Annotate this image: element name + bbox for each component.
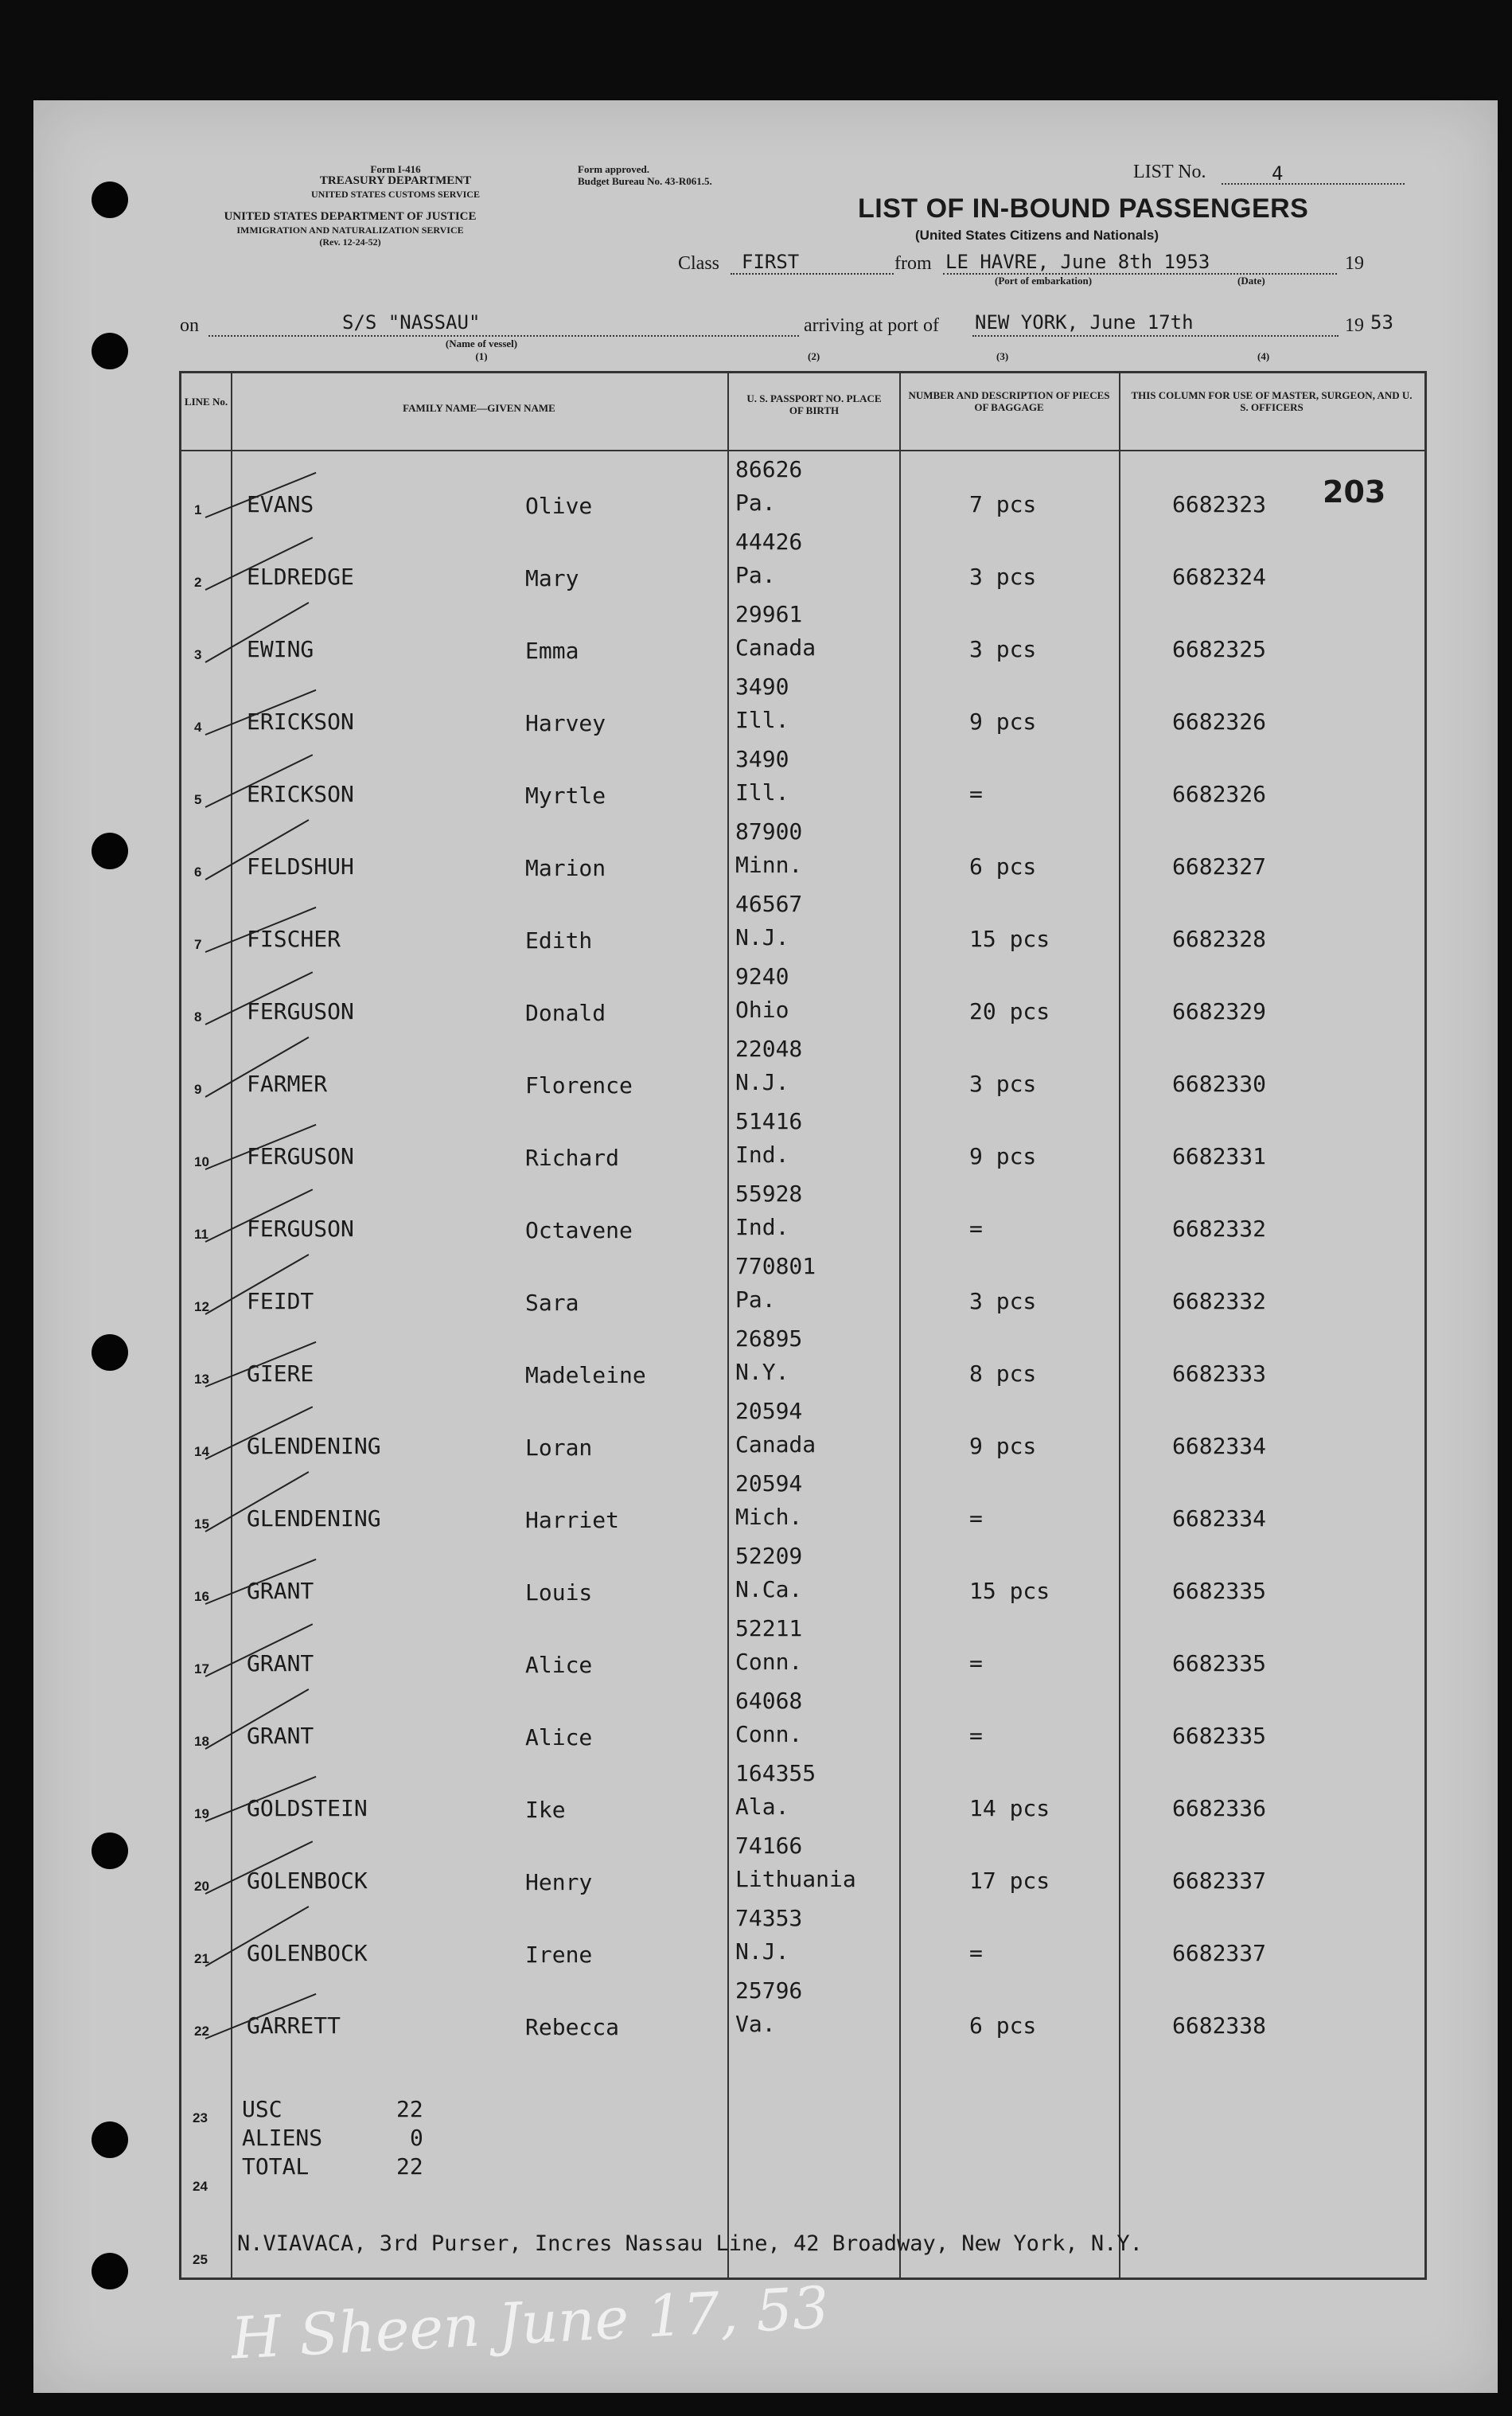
family-name: GIERE xyxy=(247,1360,314,1387)
officer-number: 6682335 xyxy=(1172,1650,1267,1676)
family-name: ERICKSON xyxy=(247,781,354,807)
given-name: Loran xyxy=(525,1434,593,1461)
table-row xyxy=(181,598,1424,670)
given-name: Rebecca xyxy=(525,2014,620,2040)
arrival-year-prefix: 19 xyxy=(1345,315,1364,336)
baggage-count: 14 pcs xyxy=(969,1795,1050,1821)
officer-number: 6682334 xyxy=(1172,1433,1267,1459)
given-name: Edith xyxy=(525,927,593,954)
place-of-birth: Conn. xyxy=(735,1721,803,1747)
table-row xyxy=(181,1467,1424,1540)
place-of-birth: N.J. xyxy=(735,1938,789,1965)
passport-number: 55928 xyxy=(735,1181,803,1207)
officer-number: 6682334 xyxy=(1172,1505,1267,1532)
family-name: FELDSHUH xyxy=(247,853,354,880)
family-name: FERGUSON xyxy=(247,998,354,1025)
officer-number: 6682335 xyxy=(1172,1723,1267,1749)
aliens-value: 0 xyxy=(410,2125,423,2151)
table-row xyxy=(181,1757,1424,1829)
family-name: FERGUSON xyxy=(247,1143,354,1169)
binder-hole xyxy=(92,2253,128,2289)
line-number: 1 xyxy=(194,502,202,517)
family-name: GOLENBOCK xyxy=(247,1868,368,1894)
baggage-count: 15 pcs xyxy=(969,1578,1050,1604)
passport-number: 22048 xyxy=(735,1036,803,1062)
class-underline xyxy=(731,273,894,275)
family-name: GRANT xyxy=(247,1578,314,1604)
header-line-no: LINE No. xyxy=(184,396,228,408)
arrival-year: 53 xyxy=(1370,311,1393,334)
family-name: GLENDENING xyxy=(247,1433,381,1459)
passport-number: 3490 xyxy=(735,673,789,700)
list-no-label: LIST No. xyxy=(1133,162,1206,182)
given-name: Harriet xyxy=(525,1507,620,1533)
place-of-birth: N.J. xyxy=(735,924,789,950)
place-of-birth: Pa. xyxy=(735,490,776,516)
family-name: FERGUSON xyxy=(247,1216,354,1242)
table-row xyxy=(181,1540,1424,1612)
passport-number: 44426 xyxy=(735,529,803,555)
passport-number: 25796 xyxy=(735,1977,803,2004)
officer-number: 6682332 xyxy=(1172,1216,1267,1242)
ins-service: IMMIGRATION AND NATURALIZATION SERVICE xyxy=(236,224,464,236)
family-name: GOLENBOCK xyxy=(247,1940,368,1966)
line-number: 7 xyxy=(194,937,202,952)
line-number: 17 xyxy=(194,1661,209,1676)
place-of-birth: N.Ca. xyxy=(735,1576,803,1602)
header-officers: THIS COLUMN FOR USE OF MASTER, SURGEON, AND U. S. OFFICERS xyxy=(1131,389,1413,413)
justice-dept: UNITED STATES DEPARTMENT OF JUSTICE xyxy=(224,210,477,223)
baggage-count: 8 pcs xyxy=(969,1360,1037,1387)
arriving-underline xyxy=(972,335,1339,337)
passport-number: 52211 xyxy=(735,1615,803,1641)
place-of-birth: Lithuania xyxy=(735,1866,856,1892)
given-name: Harvey xyxy=(525,710,606,736)
header-passport: U. S. PASSPORT NO. PLACE OF BIRTH xyxy=(746,392,882,416)
binder-hole xyxy=(92,333,128,369)
vessel-col-num: (1) xyxy=(475,350,488,362)
revision: (Rev. 12-24-52) xyxy=(319,236,381,248)
handwritten-signature: H Sheen June 17, 53 xyxy=(229,2274,831,2372)
total-value: 22 xyxy=(396,2153,423,2180)
table-row xyxy=(181,1902,1424,1974)
purser-line: N.VIAVACA, 3rd Purser, Incres Nassau Line, 42 Broadway, New York, N.Y. xyxy=(237,2231,1143,2256)
place-of-birth: Canada xyxy=(735,634,816,661)
passport-number: 52209 xyxy=(735,1543,803,1569)
list-no-underline xyxy=(1222,183,1405,185)
passenger-table xyxy=(179,371,1427,2280)
officer-number: 6682324 xyxy=(1172,564,1267,590)
family-name: EVANS xyxy=(247,491,314,517)
place-of-birth: Pa. xyxy=(735,1286,776,1313)
baggage-count: = xyxy=(969,1723,983,1749)
place-of-birth: Ala. xyxy=(735,1793,789,1820)
passport-number: 20594 xyxy=(735,1398,803,1424)
table-row xyxy=(181,815,1424,888)
family-name: GRANT xyxy=(247,1650,314,1676)
baggage-count: 15 pcs xyxy=(969,926,1050,952)
line-number: 14 xyxy=(194,1444,209,1459)
baggage-count: 9 pcs xyxy=(969,1433,1037,1459)
family-name: GRANT xyxy=(247,1723,314,1749)
officer-number: 6682329 xyxy=(1172,998,1267,1025)
passport-number: 164355 xyxy=(735,1760,816,1786)
arriving-value: NEW YORK, June 17th xyxy=(975,311,1194,334)
place-of-birth: Ind. xyxy=(735,1142,789,1168)
line-number: 12 xyxy=(194,1299,209,1314)
line-number: 24 xyxy=(193,2179,208,2194)
officer-number: 6682337 xyxy=(1172,1868,1267,1894)
given-name: Donald xyxy=(525,1000,606,1026)
table-row xyxy=(181,670,1424,743)
passport-number: 87900 xyxy=(735,818,803,845)
vessel-underline xyxy=(208,335,799,337)
baggage-count: 3 pcs xyxy=(969,1071,1037,1097)
baggage-count: 3 pcs xyxy=(969,636,1037,662)
line-number: 25 xyxy=(193,2252,208,2267)
place-of-birth: Canada xyxy=(735,1431,816,1458)
table-row xyxy=(181,525,1424,598)
customs-service: UNITED STATES CUSTOMS SERVICE xyxy=(311,189,480,200)
line-number: 15 xyxy=(194,1516,209,1532)
place-of-birth: Mich. xyxy=(735,1504,803,1530)
passport-number: 64068 xyxy=(735,1688,803,1714)
class-label: Class xyxy=(678,253,720,274)
line-number: 19 xyxy=(194,1806,209,1821)
baggage-count: 7 pcs xyxy=(969,491,1037,517)
col3-num: (3) xyxy=(996,350,1009,362)
line-number: 18 xyxy=(194,1734,209,1749)
officer-number: 6682326 xyxy=(1172,708,1267,735)
header-baggage: NUMBER AND DESCRIPTION OF PIECES OF BAGGAGE xyxy=(908,389,1110,413)
from-value: LE HAVRE, June 8th 1953 xyxy=(945,251,1210,273)
given-name: Madeleine xyxy=(525,1362,646,1388)
passport-number: 3490 xyxy=(735,746,789,772)
place-of-birth: Ill. xyxy=(735,779,789,806)
header-divider xyxy=(181,450,1424,451)
table-row xyxy=(181,1032,1424,1105)
vessel-name: S/S "NASSAU" xyxy=(342,311,481,334)
baggage-count: 3 pcs xyxy=(969,1288,1037,1314)
given-name: Marion xyxy=(525,855,606,881)
officer-number: 6682338 xyxy=(1172,2012,1267,2039)
total-label: TOTAL xyxy=(242,2153,310,2180)
arriving-label: arriving at port of xyxy=(804,315,939,336)
table-row xyxy=(181,743,1424,815)
line-number: 20 xyxy=(194,1879,209,1894)
baggage-count: 6 pcs xyxy=(969,853,1037,880)
family-name: EWING xyxy=(247,636,314,662)
family-name: FEIDT xyxy=(247,1288,314,1314)
baggage-count: 17 pcs xyxy=(969,1868,1050,1894)
usc-label: USC xyxy=(242,2096,283,2122)
family-name: FISCHER xyxy=(247,926,341,952)
budget-bureau: Budget Bureau No. 43-R061.5. xyxy=(578,175,712,187)
table-row xyxy=(181,1322,1424,1395)
form-title: LIST OF IN-BOUND PASSENGERS xyxy=(858,193,1309,224)
place-of-birth: Pa. xyxy=(735,562,776,588)
binder-hole xyxy=(92,2121,128,2158)
binder-hole xyxy=(92,1334,128,1371)
vessel-note: (Name of vessel) xyxy=(445,338,518,349)
officer-number: 6682335 xyxy=(1172,1578,1267,1604)
line-number: 8 xyxy=(194,1009,202,1025)
place-of-birth: Conn. xyxy=(735,1649,803,1675)
line-number: 10 xyxy=(194,1154,209,1169)
line-number: 22 xyxy=(194,2024,209,2039)
officer-number: 6682336 xyxy=(1172,1795,1267,1821)
family-name: GLENDENING xyxy=(247,1505,381,1532)
given-name: Emma xyxy=(525,638,579,664)
treasury-dept: TREASURY DEPARTMENT xyxy=(319,174,472,187)
passport-number: 74166 xyxy=(735,1832,803,1859)
binder-hole xyxy=(92,1832,128,1869)
baggage-count: 9 pcs xyxy=(969,1143,1037,1169)
from-label: from xyxy=(894,253,932,274)
officer-number: 6682327 xyxy=(1172,853,1267,880)
place-of-birth: N.J. xyxy=(735,1069,789,1095)
family-name: GOLDSTEIN xyxy=(247,1795,368,1821)
given-name: Octavene xyxy=(525,1217,633,1243)
given-name: Irene xyxy=(525,1942,593,1968)
baggage-count: = xyxy=(969,781,983,807)
passport-number: 29961 xyxy=(735,601,803,627)
place-of-birth: Va. xyxy=(735,2011,776,2037)
place-of-birth: N.Y. xyxy=(735,1359,789,1385)
baggage-count: 6 pcs xyxy=(969,2012,1037,2039)
line-number: 9 xyxy=(194,1082,202,1097)
table-row xyxy=(181,1829,1424,1902)
officer-number: 6682325 xyxy=(1172,636,1267,662)
passport-number: 46567 xyxy=(735,891,803,917)
baggage-count: 9 pcs xyxy=(969,708,1037,735)
class-value: FIRST xyxy=(742,251,800,273)
table-row xyxy=(181,1684,1424,1757)
usc-value: 22 xyxy=(396,2096,423,2122)
given-name: Mary xyxy=(525,565,579,591)
passport-number: 20594 xyxy=(735,1470,803,1497)
family-name: ELDREDGE xyxy=(247,564,354,590)
baggage-count: = xyxy=(969,1505,983,1532)
col2-num: (2) xyxy=(808,350,820,362)
line-number: 13 xyxy=(194,1372,209,1387)
given-name: Sara xyxy=(525,1290,579,1316)
form-number: Form I-416 xyxy=(370,163,421,175)
officer-number: 6682326 xyxy=(1172,781,1267,807)
on-label: on xyxy=(180,315,199,336)
given-name: Myrtle xyxy=(525,783,606,809)
list-no-value: 4 xyxy=(1272,162,1284,185)
given-name: Louis xyxy=(525,1579,593,1606)
officer-number: 6682330 xyxy=(1172,1071,1267,1097)
table-row xyxy=(181,453,1424,525)
place-of-birth: Ind. xyxy=(735,1214,789,1240)
family-name: FARMER xyxy=(247,1071,328,1097)
officer-number: 6682333 xyxy=(1172,1360,1267,1387)
line-number: 6 xyxy=(194,865,202,880)
given-name: Florence xyxy=(525,1072,633,1099)
given-name: Ike xyxy=(525,1797,566,1823)
family-name: GARRETT xyxy=(247,2012,341,2039)
table-row xyxy=(181,1612,1424,1684)
officer-number: 6682323 xyxy=(1172,491,1267,517)
port-note: (Port of embarkation) xyxy=(995,275,1093,287)
table-row xyxy=(181,1250,1424,1322)
line-number: 5 xyxy=(194,792,202,807)
place-of-birth: Minn. xyxy=(735,852,803,878)
passport-number: 9240 xyxy=(735,963,789,989)
place-of-birth: Ohio xyxy=(735,997,789,1023)
col4-num: (4) xyxy=(1257,350,1270,362)
table-row xyxy=(181,960,1424,1032)
line-number: 23 xyxy=(193,2110,208,2125)
line-number: 3 xyxy=(194,647,202,662)
binder-hole xyxy=(92,833,128,869)
line-number: 21 xyxy=(194,1951,209,1966)
aliens-label: ALIENS xyxy=(242,2125,323,2151)
officer-number: 6682332 xyxy=(1172,1288,1267,1314)
baggage-count: = xyxy=(969,1940,983,1966)
line-number: 11 xyxy=(194,1227,208,1242)
page-stamp-number: 203 xyxy=(1323,474,1386,509)
table-row xyxy=(181,1395,1424,1467)
line-number: 4 xyxy=(194,720,202,735)
form-subtitle: (United States Citizens and Nationals) xyxy=(915,228,1159,243)
binder-hole xyxy=(92,181,128,218)
header-name: FAMILY NAME—GIVEN NAME xyxy=(403,402,555,414)
line-number: 2 xyxy=(194,575,202,590)
given-name: Alice xyxy=(525,1652,593,1678)
baggage-count: 20 pcs xyxy=(969,998,1050,1025)
table-row xyxy=(181,1105,1424,1177)
given-name: Olive xyxy=(525,493,593,519)
baggage-count: 3 pcs xyxy=(969,564,1037,590)
year-prefix: 19 xyxy=(1345,253,1364,274)
baggage-count: = xyxy=(969,1216,983,1242)
given-name: Henry xyxy=(525,1869,593,1895)
table-row xyxy=(181,1177,1424,1250)
baggage-count: = xyxy=(969,1650,983,1676)
officer-number: 6682331 xyxy=(1172,1143,1267,1169)
passport-number: 51416 xyxy=(735,1108,803,1134)
table-row xyxy=(181,1974,1424,2047)
given-name: Alice xyxy=(525,1724,593,1751)
passport-number: 74353 xyxy=(735,1905,803,1931)
family-name: ERICKSON xyxy=(247,708,354,735)
given-name: Richard xyxy=(525,1145,620,1171)
table-row xyxy=(181,888,1424,960)
date-note: (Date) xyxy=(1237,275,1265,287)
officer-number: 6682337 xyxy=(1172,1940,1267,1966)
form-approved: Form approved. xyxy=(578,163,650,175)
place-of-birth: Ill. xyxy=(735,707,789,733)
passport-number: 26895 xyxy=(735,1325,803,1352)
line-number: 16 xyxy=(194,1589,209,1604)
passport-number: 770801 xyxy=(735,1253,816,1279)
officer-number: 6682328 xyxy=(1172,926,1267,952)
passport-number: 86626 xyxy=(735,456,803,482)
